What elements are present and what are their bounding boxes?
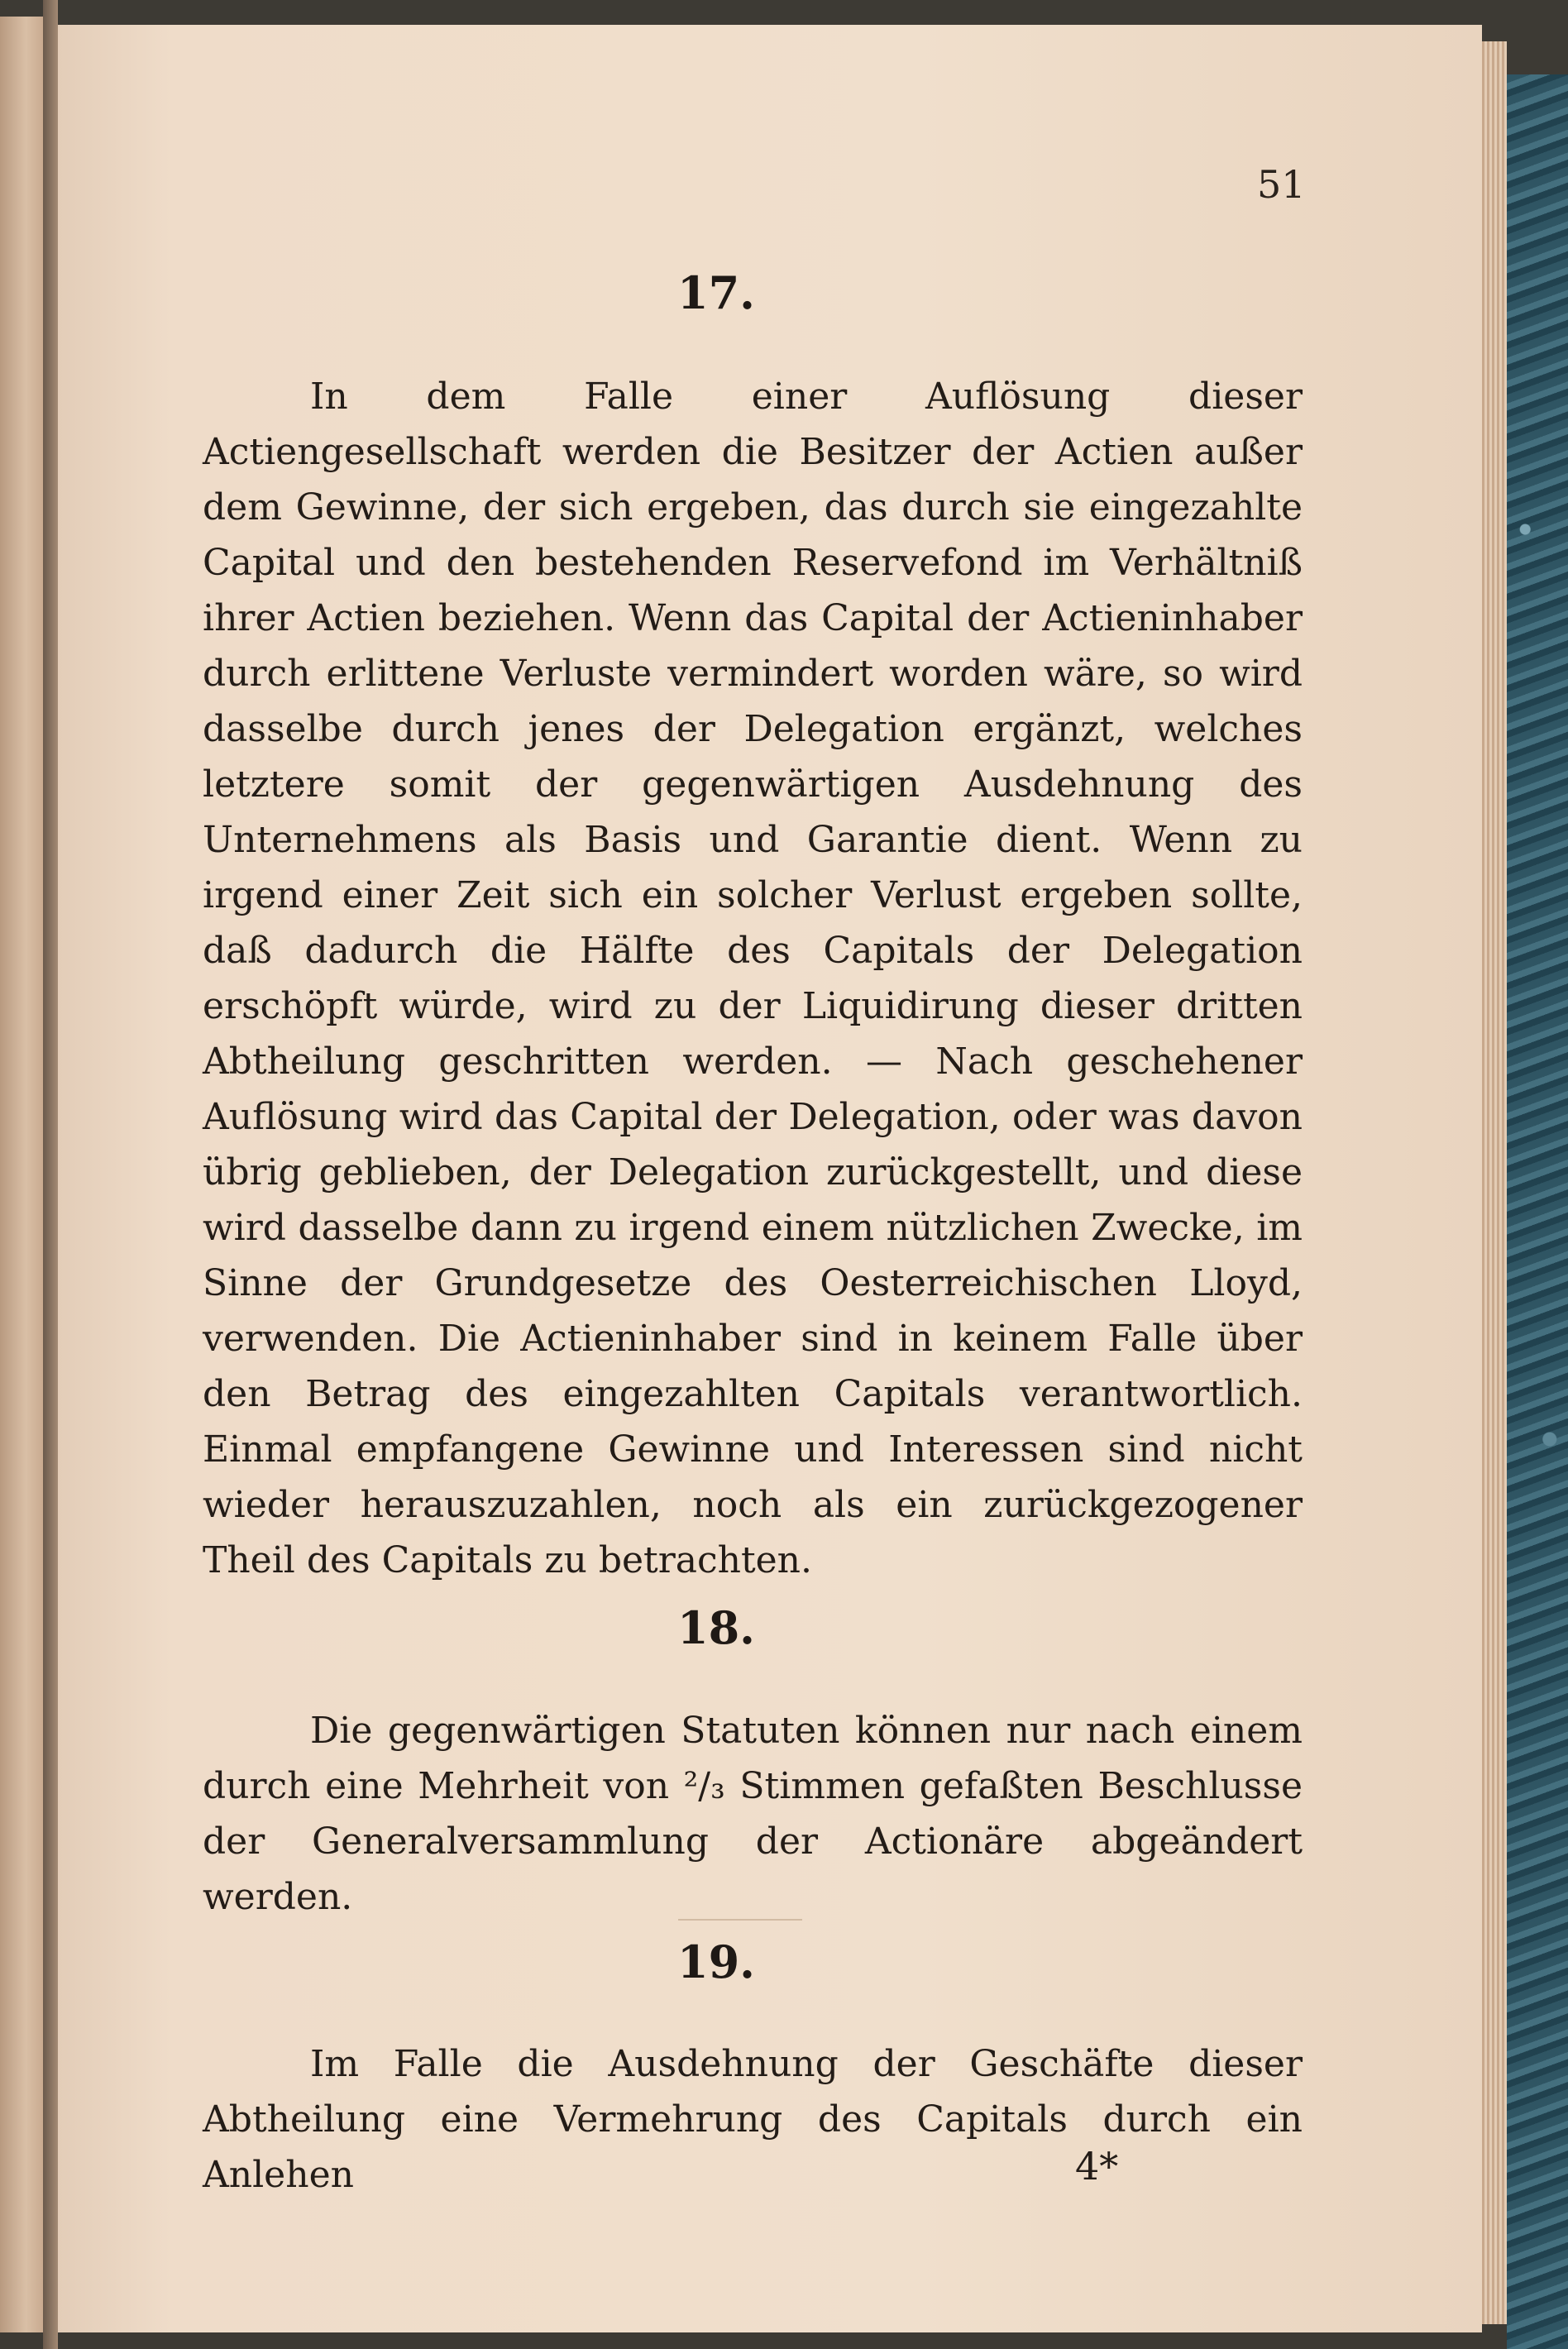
section-19-text: Im Falle die Ausdehnung der Geschäfte dieser Abtheilung eine Vermehrung des Capitals durch ein Anlehen [203,2043,1303,2196]
signature-mark: 4* [1075,2144,1119,2189]
marbled-cover-edge [1507,74,1568,2349]
section-heading-17: 17. [677,266,755,319]
section-divider [678,1919,802,1921]
section-heading-18: 18. [677,1601,755,1654]
book-gutter [43,0,58,2349]
page-number: 51 [1257,162,1306,207]
section-17-text: In dem Falle einer Auflösung dieser Actiengesellschaft werden die Besitzer der Actien außer dem Gewinne, der sich ergeben, das durch sie eingezahlte Capital und den bestehenden Reservefond im Verhältniß ihrer Actien beziehen. Wenn das Capital der Actieninhaber durch erlittene Verluste vermindert worden wäre, so wird dasselbe durch jenes der Delegation ergänzt, welches letztere somit der gegenwärtigen Ausdehnung des Unternehmens als Basis und Garantie dient. Wenn zu irgend einer Zeit sich ein solcher Verlust ergeben sollte, daß dadurch die Hälfte des Capitals der Delegation erschöpft würde, wird zu der Liquidirung dieser dritten Abtheilung geschritten werden. — Nach geschehener Auflösung wird das Capital der Delegation, oder was davon übrig geblieben, der Delegation zurückgestellt, und diese wird dasselbe dann zu irgend einem nützlichen Zwecke, im Sinne der Grundgesetze des Oesterreichischen Lloyd, verwenden. Die Actieninhaber sind in keinem Falle über den Betrag des eingezahlten Capitals verantwortlich. Einmal empfangene Gewinne und Interessen sind nicht wieder herauszuzahlen, noch als ein zurückgezogener Theil des Capitals zu betrachten. [203,376,1303,1581]
section-heading-19: 19. [677,1935,755,1988]
section-18-text: Die gegenwärtigen Statuten können nur nach einem durch eine Mehrheit von ²/₃ Stimmen gefaßten Beschlusse der Generalversammlung der Actionäre abgeändert werden. [203,1710,1303,1918]
